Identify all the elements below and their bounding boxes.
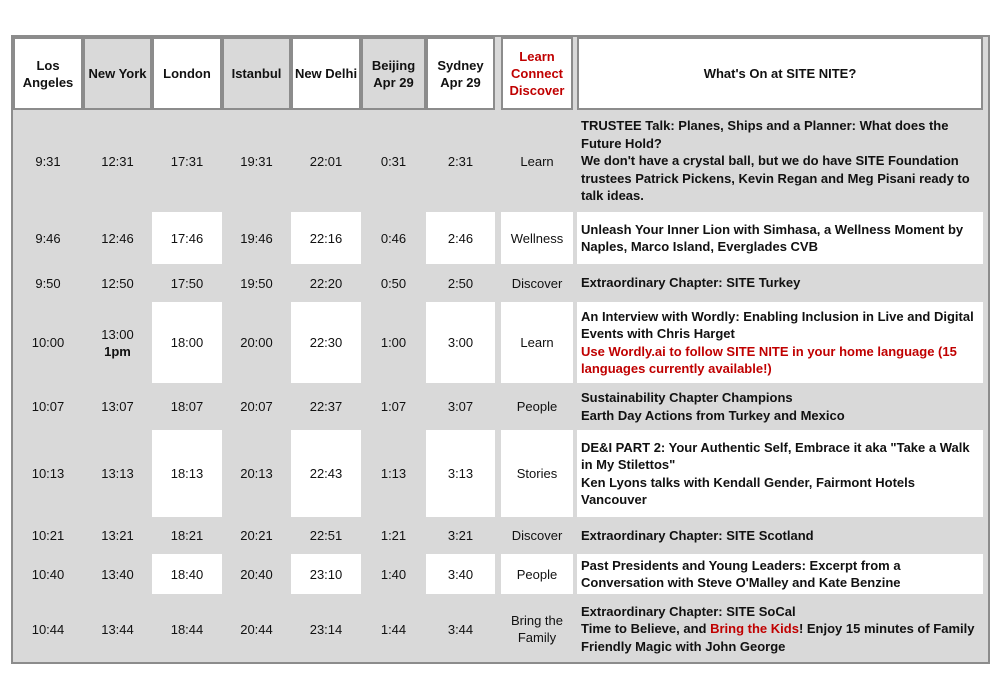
- table-row: [13, 302, 988, 383]
- time-value: 1:07: [380, 399, 407, 414]
- time-new-delhi: [291, 430, 361, 517]
- table-row: [13, 554, 988, 594]
- time-sydney: [426, 302, 495, 383]
- time-new-york: [83, 554, 152, 594]
- time-new-york: [83, 212, 152, 264]
- time-new-delhi: [291, 554, 361, 594]
- time-value: 10:44: [31, 621, 65, 637]
- time-istanbul: [222, 212, 291, 264]
- time-new-delhi: [291, 212, 361, 264]
- table-row: [13, 112, 988, 210]
- time-value: 22:01: [309, 153, 343, 169]
- time-value: 22:37: [309, 399, 343, 414]
- time-value: 18:21: [170, 528, 204, 543]
- table-row: [13, 385, 988, 428]
- time-los-angeles: [13, 302, 83, 383]
- time-value: 9:31: [35, 153, 61, 169]
- time-value: 22:20: [309, 275, 343, 291]
- header-istanbul: Istanbul: [222, 37, 291, 110]
- time-istanbul: [222, 302, 291, 383]
- time-new-delhi: [291, 385, 361, 428]
- time-value: 0:31: [380, 153, 407, 169]
- category-label: Learn: [501, 302, 573, 383]
- time-beijing: [361, 554, 426, 594]
- time-value: 18:00: [170, 335, 204, 350]
- description-line: TRUSTEE Talk: Planes, Ships and a Planner: What does the Future Hold?: [581, 118, 949, 151]
- description-line: DE&I PART 2: Your Authentic Self, Embrace it aka "Take a Walk in My Stilettos": [581, 439, 970, 472]
- time-value: 3:40: [447, 566, 474, 582]
- category-label: Discover: [501, 519, 573, 552]
- time-value: 20:21: [240, 528, 273, 543]
- time-beijing: [361, 519, 426, 552]
- time-london: [152, 302, 222, 383]
- session-description: [577, 519, 983, 552]
- time-value: 20:07: [240, 399, 273, 414]
- time-value: 2:31: [447, 153, 474, 169]
- table-row: [13, 266, 988, 300]
- time-value: 3:13: [447, 466, 474, 481]
- time-beijing: [361, 430, 426, 517]
- description-highlight: Bring the Kids: [710, 621, 799, 637]
- time-value: 20:13: [240, 466, 273, 481]
- time-value: 13:40: [101, 566, 134, 582]
- time-sydney: [426, 385, 495, 428]
- time-value: 1:40: [380, 566, 407, 582]
- time-value: 19:46: [240, 230, 273, 246]
- time-beijing: [361, 385, 426, 428]
- time-sydney: [426, 266, 495, 300]
- time-new-delhi: [291, 596, 361, 662]
- time-new-york: [83, 302, 152, 383]
- time-value: 1:13: [380, 466, 407, 481]
- time-new-york: [83, 266, 152, 300]
- time-istanbul: [222, 519, 291, 552]
- time-new-delhi: [291, 112, 361, 210]
- time-value: 18:40: [170, 566, 204, 582]
- time-value: 12:31: [101, 153, 134, 169]
- time-value: 3:21: [447, 528, 474, 543]
- time-value: 12:50: [101, 275, 134, 291]
- time-value: 23:10: [309, 566, 343, 582]
- time-value: 19:31: [240, 153, 273, 169]
- time-sydney: [426, 519, 495, 552]
- time-istanbul: [222, 112, 291, 210]
- time-value: 22:43: [309, 466, 343, 481]
- time-value: 10:07: [31, 399, 65, 414]
- table-row: [13, 519, 988, 552]
- description-line: Unleash Your Inner Lion with Simhasa, a Wellness Moment by Naples, Marco Island, Everglades CVB: [581, 221, 964, 254]
- time-sydney: [426, 112, 495, 210]
- header-new-york: New York: [83, 37, 152, 110]
- time-los-angeles: [13, 596, 83, 662]
- description-line: Ken Lyons talks with Kendall Gender, Fairmont Hotels Vancouver: [581, 474, 915, 507]
- description-line: Time to Believe, and Bring the Kids! Enjoy 15 minutes of Family Friendly Magic with John George: [581, 621, 975, 654]
- time-beijing: [361, 596, 426, 662]
- time-new-york: [83, 596, 152, 662]
- session-description: [577, 430, 983, 517]
- time-value: 18:44: [170, 621, 204, 637]
- description-line: Past Presidents and Young Leaders: Excerpt from a Conversation with Steve O'Malley and Kate Benzine: [581, 557, 901, 590]
- time-value: 12:46: [101, 230, 134, 246]
- time-value: 3:07: [447, 399, 474, 414]
- time-new-delhi: [291, 519, 361, 552]
- time-new-york: [83, 112, 152, 210]
- time-london: [152, 554, 222, 594]
- time-value: 19:50: [240, 275, 273, 291]
- time-sydney: [426, 430, 495, 517]
- time-value: 17:31: [170, 153, 204, 169]
- table-row: [13, 212, 988, 264]
- time-los-angeles: [13, 554, 83, 594]
- time-value: 13:00: [101, 326, 134, 342]
- time-value: 13:21: [101, 528, 134, 543]
- schedule-table: [11, 35, 990, 664]
- time-value: 20:40: [240, 566, 273, 582]
- category-label: Learn: [501, 112, 573, 210]
- time-value: 10:13: [31, 466, 65, 481]
- description-line: An Interview with Wordly: Enabling Inclusion in Live and Digital Events with Chris Harget: [581, 308, 974, 341]
- session-description: [577, 112, 983, 210]
- time-istanbul: [222, 554, 291, 594]
- time-sydney: [426, 212, 495, 264]
- time-beijing: [361, 266, 426, 300]
- time-value: 17:50: [170, 275, 204, 291]
- session-description: [577, 596, 983, 662]
- header-london: London: [152, 37, 222, 110]
- session-description: [577, 385, 983, 428]
- session-description: [577, 554, 983, 594]
- time-value: 0:50: [380, 275, 407, 291]
- session-description: [577, 212, 983, 264]
- time-value: 1:21: [380, 528, 407, 543]
- time-value: 22:51: [309, 528, 343, 543]
- time-beijing: [361, 112, 426, 210]
- time-london: [152, 112, 222, 210]
- time-value: 23:14: [309, 621, 343, 637]
- time-istanbul: [222, 266, 291, 300]
- category-label: Wellness: [501, 212, 573, 264]
- time-value: 22:30: [309, 335, 343, 350]
- time-los-angeles: [13, 112, 83, 210]
- time-london: [152, 266, 222, 300]
- table-row: [13, 430, 988, 517]
- category-label: Stories: [501, 430, 573, 517]
- time-new-delhi: [291, 266, 361, 300]
- time-los-angeles: [13, 212, 83, 264]
- time-sydney: [426, 554, 495, 594]
- time-value: 2:50: [447, 275, 474, 291]
- time-value: 3:44: [447, 621, 474, 637]
- time-london: [152, 430, 222, 517]
- description-line: Sustainability Chapter Champions: [581, 390, 793, 405]
- time-istanbul: [222, 596, 291, 662]
- time-los-angeles: [13, 266, 83, 300]
- description-line: Extraordinary Chapter: SITE Turkey: [581, 275, 801, 291]
- header-whats-on: What's On at SITE NITE?: [577, 37, 983, 110]
- time-istanbul: [222, 385, 291, 428]
- time-value: 9:46: [35, 230, 61, 246]
- time-value: 13:44: [101, 621, 134, 637]
- time-value: 1:00: [380, 335, 407, 350]
- category-label: People: [501, 554, 573, 594]
- time-los-angeles: [13, 385, 83, 428]
- time-sydney: [426, 596, 495, 662]
- time-value: 10:40: [31, 566, 65, 582]
- time-new-york: [83, 385, 152, 428]
- time-los-angeles: [13, 519, 83, 552]
- description-line: Extraordinary Chapter: SITE Scotland: [581, 527, 814, 543]
- time-value: 9:50: [35, 275, 61, 291]
- time-value: 10:00: [31, 335, 65, 350]
- time-london: [152, 519, 222, 552]
- time-value: 0:46: [380, 230, 407, 246]
- session-description: [577, 302, 983, 383]
- time-london: [152, 212, 222, 264]
- category-label: Discover: [501, 266, 573, 300]
- time-beijing: [361, 212, 426, 264]
- time-value: 20:44: [240, 621, 273, 637]
- time-new-york: [83, 430, 152, 517]
- time-value: 3:00: [447, 335, 474, 350]
- time-value: 2:46: [447, 230, 474, 246]
- time-new-delhi: [291, 302, 361, 383]
- time-los-angeles: [13, 430, 83, 517]
- time-beijing: [361, 302, 426, 383]
- time-note: 1pm: [104, 343, 131, 359]
- time-value: 18:13: [170, 466, 204, 481]
- time-value: 13:13: [101, 466, 134, 481]
- header-sydney: Sydney Apr 29: [426, 37, 495, 110]
- time-london: [152, 385, 222, 428]
- time-value: 17:46: [170, 230, 204, 246]
- description-line: Earth Day Actions from Turkey and Mexico: [581, 407, 845, 423]
- header-los-angeles: Los Angeles: [13, 37, 83, 110]
- header-new-delhi: New Delhi: [291, 37, 361, 110]
- category-label: Bring the Family: [501, 596, 573, 662]
- description-line: We don't have a crystal ball, but we do have SITE Foundation trustees Patrick Pickens, Kevin Regan and Meg Pisani ready to talk ideas.: [581, 153, 970, 204]
- time-new-york: [83, 519, 152, 552]
- time-value: 10:21: [31, 528, 65, 543]
- header-category: Learn Connect Discover: [501, 37, 573, 110]
- description-highlight: Use Wordly.ai to follow SITE NITE in your home language (15 languages currently available!): [581, 343, 957, 376]
- header-beijing: Beijing Apr 29: [361, 37, 426, 110]
- time-value: 20:00: [240, 335, 273, 350]
- time-value: 18:07: [170, 399, 204, 414]
- time-value: 1:44: [380, 621, 407, 637]
- time-value: 13:07: [101, 399, 134, 414]
- time-istanbul: [222, 430, 291, 517]
- session-description: [577, 266, 983, 300]
- time-value: 22:16: [309, 230, 343, 246]
- table-row: [13, 596, 988, 662]
- category-label: People: [501, 385, 573, 428]
- time-london: [152, 596, 222, 662]
- description-line: Extraordinary Chapter: SITE SoCal: [581, 603, 796, 619]
- header-row: [13, 37, 988, 110]
